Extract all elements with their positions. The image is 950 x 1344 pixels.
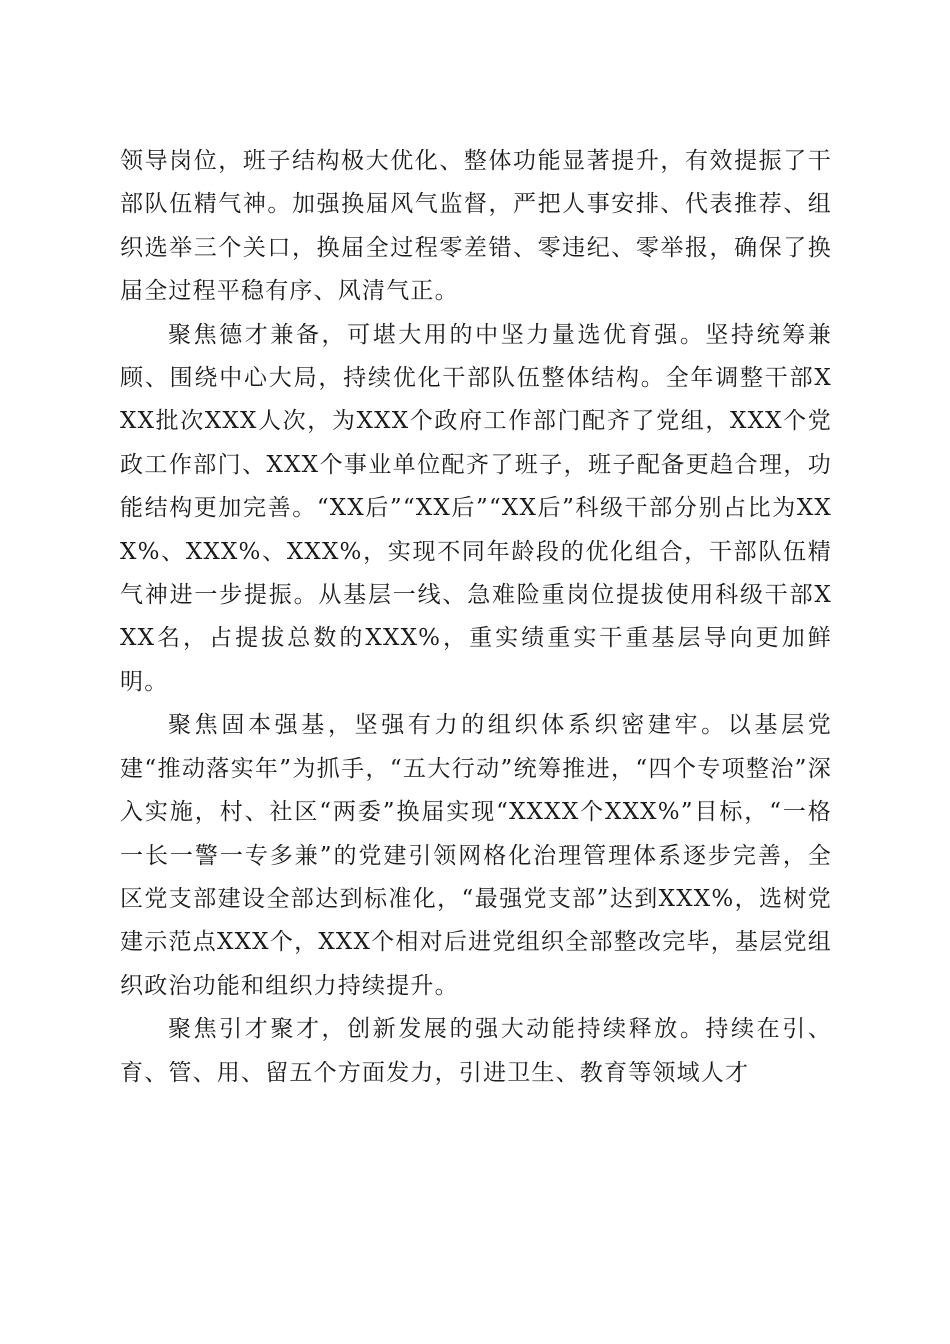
paragraph-continuation: 领导岗位，班子结构极大优化、整体功能显著提升，有效提振了干部队伍精气神。加强换届风气监督，严把人事安排、代表推荐、组织选举三个关口，换届全过程零差错、零违纪、零举报，确保了换届全过程平稳有序、风清气正。 bbox=[120, 148, 832, 305]
document-body bbox=[120, 140, 832, 1095]
paragraph-talent-introduction: 聚焦引才聚才，创新发展的强大动能持续释放。持续在引、育、管、用、留五个方面发力，引进卫生、教育等领域人才 bbox=[120, 1016, 832, 1086]
paragraph-cadre-selection: 聚焦德才兼备，可堪大用的中坚力量选优育强。坚持统筹兼顾、围绕中心大局，持续优化干部队伍整体结构。全年调整干部XXX批次XXX人次，为XXX个政府工作部门配齐了党组，XXX个党政工作部门、XXX个事业单位配齐了班子，班子配备更趋合理，功能结构更加完善。“XX后”“XX后”“XX后”科级干部分别占比为XXX%、XXX%、XXX%，实现不同年龄段的优化组合，干部队伍精气神进一步提振。从基层一线、急难险重岗位提拔使用科级干部XXX名，占提拔总数的XXX%，重实绩重实干重基层导向更加鲜明。 bbox=[120, 321, 832, 695]
paragraph-organization-system: 聚焦固本强基，坚强有力的组织体系织密建牢。以基层党建“推动落实年”为抓手，“五大行动”统筹推进，“四个专项整治”深入实施，村、社区“两委”换届实现“XXXX个XXX%”目标，“一格一长一警一专多兼”的党建引领网格化治理管理体系逐步完善，全区党支部建设全部达到标准化，“最强党支部”达到XXX%，选树党建示范点XXX个，XXX个相对后进党组织全部整改完毕，基层党组织政治功能和组织力持续提升。 bbox=[120, 712, 832, 999]
